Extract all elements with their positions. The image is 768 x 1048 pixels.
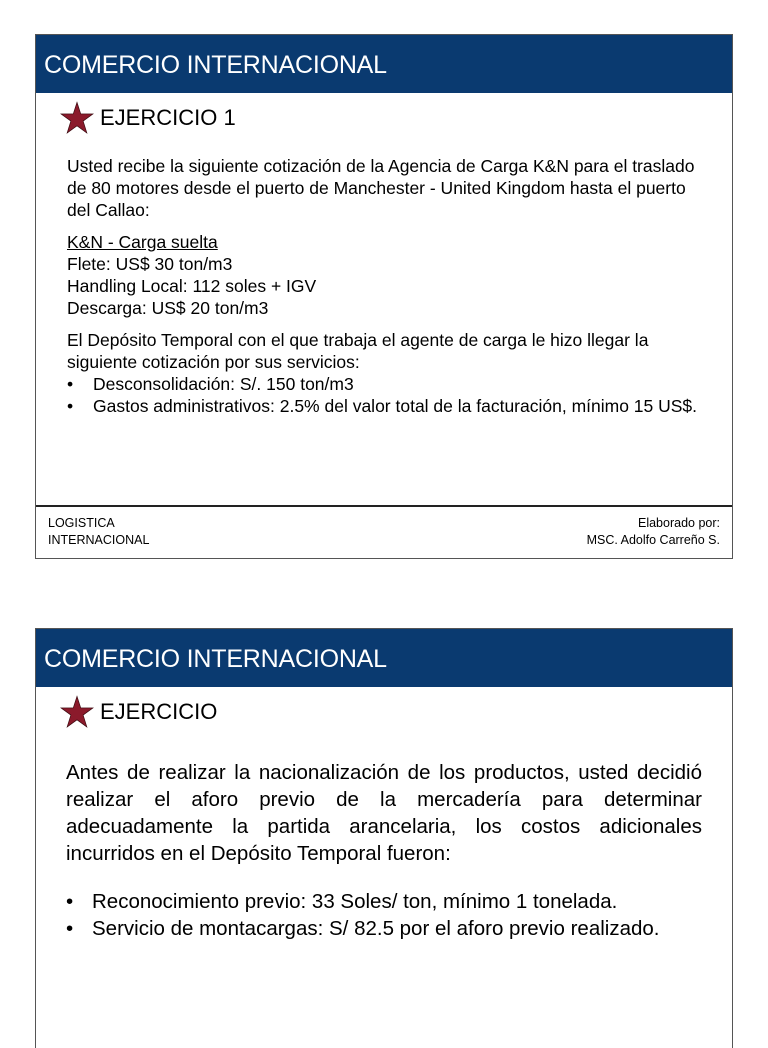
quote-title: K&N - Carga suelta <box>67 232 218 252</box>
slide-subtitle: EJERCICIO 1 <box>100 105 236 130</box>
slide-subtitle: EJERCICIO <box>100 699 218 724</box>
main-paragraph: Antes de realizar la nacionalización de los productos, usted decidió realizar el aforo previo de la mercadería para determinar adecuadamente la partida arancelaria, los costos adicionales incurridos en el Depósito Temporal fueron: <box>66 761 702 865</box>
bullet-item: • Reconocimiento previo: 33 Soles/ ton, mínimo 1 tonelada. <box>66 888 702 915</box>
footer-divider <box>36 505 732 507</box>
subtitle-row <box>60 101 732 135</box>
footer-line: MSC. Adolfo Carreño S. <box>586 533 720 547</box>
quote-line: Handling Local: 112 soles + IGV <box>67 276 317 296</box>
subtitle-row <box>60 695 732 729</box>
slide-content <box>67 155 702 417</box>
footer-line: INTERNACIONAL <box>48 533 150 547</box>
slide-2 <box>35 628 733 1048</box>
footer-line: Elaborado por: <box>637 516 720 530</box>
bullet-item: • Servicio de montacargas: S/ 82.5 por el aforo previo realizado. <box>66 915 702 942</box>
footer-course <box>48 515 149 549</box>
quote-line: Descarga: US$ 20 ton/m3 <box>67 298 269 318</box>
deposit-paragraph: El Depósito Temporal con el que trabaja el agente de carga le hizo llegar la siguiente cotización por sus servicios: <box>67 330 649 372</box>
deposit-bullets <box>67 373 702 417</box>
bullet-item: • Gastos administrativos: 2.5% del valor total de la facturación, mínimo 15 US$. <box>67 395 702 417</box>
footer-line: LOGISTICA <box>48 516 115 530</box>
cost-bullets <box>66 888 702 942</box>
quote-line: Flete: US$ 30 ton/m3 <box>67 254 233 274</box>
star-icon <box>60 101 94 135</box>
star-icon <box>60 695 94 729</box>
footer-author <box>587 515 720 549</box>
slide-1 <box>35 34 733 559</box>
slide-header: COMERCIO INTERNACIONAL <box>36 35 732 93</box>
bullet-item: • Desconsolidación: S/. 150 ton/m3 <box>67 373 702 395</box>
slide-content <box>66 759 702 942</box>
slide-header: COMERCIO INTERNACIONAL <box>36 629 732 687</box>
intro-paragraph: Usted recibe la siguiente cotización de la Agencia de Carga K&N para el traslado de 80 motores desde el puerto de Manchester - United Kingdom hasta el puerto del Callao: <box>67 156 695 220</box>
